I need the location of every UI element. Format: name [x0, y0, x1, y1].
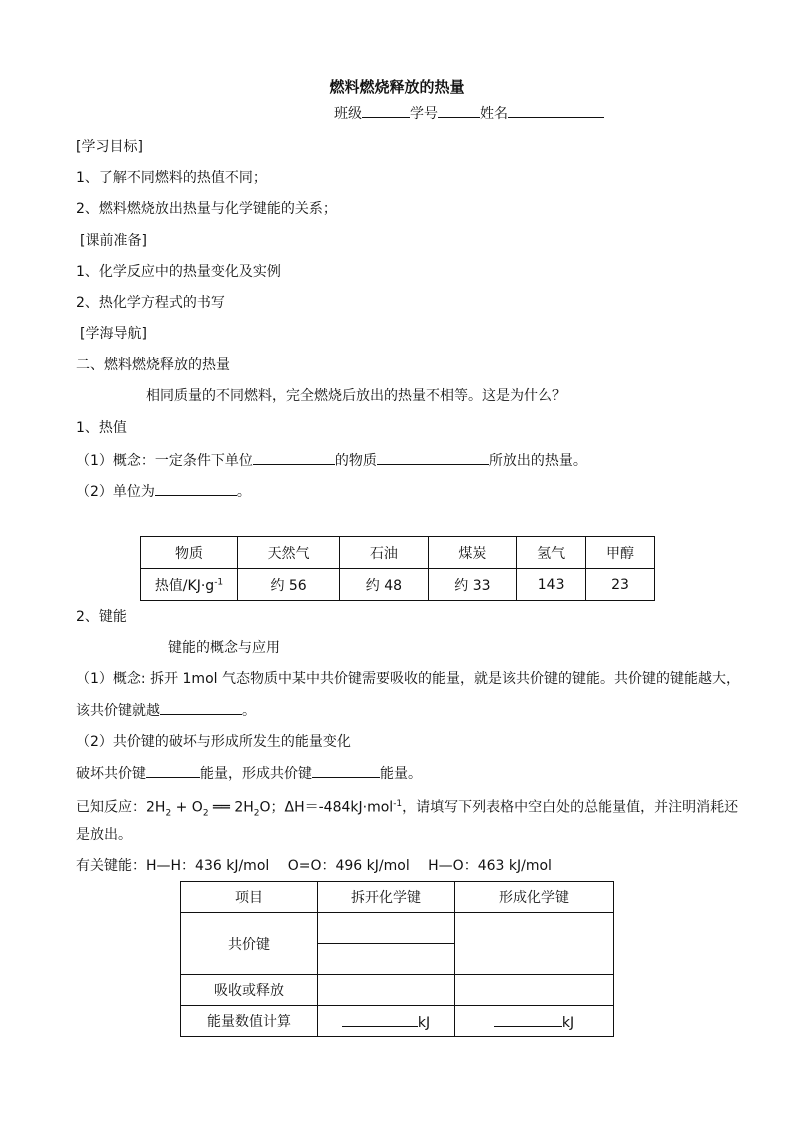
- heading-bond-energy: 2、键能: [76, 609, 127, 625]
- table-cell: 约 48: [340, 569, 429, 601]
- table-cell: 23: [586, 569, 655, 601]
- table-header-cell: 项目: [181, 882, 318, 913]
- table-header-cell: 拆开化学键: [318, 882, 455, 913]
- answer-cell[interactable]: [318, 944, 455, 975]
- goal-2: 2、燃料燃烧放出热量与化学键能的关系；: [76, 201, 337, 217]
- bond-energy-table: [180, 881, 614, 1037]
- table-header-row: [141, 537, 655, 569]
- table-row: [181, 913, 614, 944]
- reaction-line-2: 是放出。: [76, 827, 132, 843]
- answer-cell[interactable]: [455, 975, 614, 1006]
- reaction-sub-3: 2: [253, 808, 260, 819]
- bond-change-heading: （2）共价键的破坏与形成所发生的能量变化: [76, 734, 351, 750]
- break-text: 破坏共价键: [76, 766, 146, 782]
- unit-text-b: 。: [236, 484, 251, 500]
- bond-concept-line1: （1）概念: 拆开 1mol 气态物质中某中共价键需要吸收的能量，就是该共价键的键能。共价键的键能越大，: [76, 671, 740, 687]
- table-cell: 143: [517, 569, 586, 601]
- id-blank[interactable]: [438, 103, 480, 118]
- unit-label: kJ: [417, 1014, 431, 1031]
- bond-concept-end: 。: [242, 703, 256, 719]
- concept-blank-1[interactable]: [253, 450, 335, 465]
- class-label: 班级: [334, 106, 362, 122]
- student-info: [334, 103, 604, 123]
- bond-concept-text: 该共价键就越: [76, 703, 160, 719]
- name-label: 姓名: [480, 106, 508, 122]
- table-header-cell: 天然气: [238, 537, 340, 569]
- concept-text-b: 的物质: [334, 453, 377, 469]
- reaction-part-c: ══ 2H: [208, 799, 254, 816]
- row-label: 热值/KJ·g: [154, 577, 215, 594]
- table-row: [181, 1006, 614, 1037]
- heading-heat-value: 1、热值: [76, 420, 127, 436]
- bond-concept-line2: [76, 700, 256, 721]
- break-blank[interactable]: [146, 763, 200, 778]
- table-header-cell: 煤炭: [428, 537, 517, 569]
- id-label: 学号: [410, 106, 438, 122]
- row-label-cell: [141, 569, 238, 601]
- table-header-row: [181, 882, 614, 913]
- section-heading-2: 二、燃料燃烧释放的热量: [76, 357, 230, 373]
- reaction-part-a: 已知反应：2H: [76, 799, 166, 816]
- table-cell: 约 33: [428, 569, 517, 601]
- form-end: 能量。: [380, 766, 422, 782]
- section-prep: [课前准备]: [80, 233, 147, 249]
- unit-label: kJ: [561, 1014, 575, 1031]
- class-blank[interactable]: [362, 103, 410, 118]
- reaction-part-b: + O: [171, 799, 203, 816]
- bond-blank[interactable]: [160, 700, 242, 715]
- table-row: [181, 975, 614, 1006]
- energy-blank[interactable]: [342, 1012, 418, 1027]
- section-goals: [学习目标]: [76, 139, 143, 155]
- concept-blank-2[interactable]: [377, 450, 489, 465]
- concept-line: [76, 450, 587, 471]
- reaction-sub-1: 2: [165, 808, 172, 819]
- goal-1: 1、了解不同燃料的热值不同；: [76, 170, 267, 186]
- prep-1: 1、化学反应中的热量变化及实例: [76, 264, 281, 280]
- reaction-sub-2: 2: [202, 808, 209, 819]
- reaction-sup: -1: [393, 799, 403, 809]
- unit-line: [76, 481, 251, 502]
- bond-energies: 有关键能：H—H：436 kJ/mol O=O：496 kJ/mol H—O：463 kJ/mol: [76, 858, 552, 874]
- table-header-cell: 甲醇: [586, 537, 655, 569]
- question-text: 相同质量的不同燃料，完全燃烧后放出的热量不相等。这是为什么？: [146, 388, 566, 404]
- answer-cell[interactable]: [318, 1006, 455, 1037]
- answer-cell[interactable]: [318, 913, 455, 944]
- page-title: 燃料燃烧释放的热量: [329, 78, 465, 96]
- table-cell: 约 56: [238, 569, 340, 601]
- form-blank[interactable]: [312, 763, 380, 778]
- bond-subtitle: 键能的概念与应用: [168, 640, 280, 656]
- section-guide: [学海导航]: [80, 326, 147, 342]
- row-label-cell: 能量数值计算: [181, 1006, 318, 1037]
- table-header-cell: 石油: [340, 537, 429, 569]
- unit-text-a: （2）单位为: [76, 484, 155, 500]
- table-header-cell: 形成化学键: [455, 882, 614, 913]
- table-header-cell: 物质: [141, 537, 238, 569]
- unit-blank[interactable]: [155, 481, 237, 496]
- heat-value-table: [140, 536, 655, 601]
- concept-text-a: （1）概念：一定条件下单位: [76, 453, 253, 469]
- answer-cell[interactable]: [318, 975, 455, 1006]
- name-blank[interactable]: [508, 103, 604, 118]
- concept-text-c: 所放出的热量。: [488, 453, 587, 469]
- break-form-line: [76, 763, 422, 784]
- reaction-line: [76, 794, 738, 823]
- row-label-cell: 吸收或释放: [181, 975, 318, 1006]
- reaction-part-d: O；ΔH＝-484kJ·mol: [259, 799, 394, 816]
- answer-cell[interactable]: [455, 1006, 614, 1037]
- form-text: 能量，形成共价键: [200, 766, 312, 782]
- row-label-cell: 共价键: [181, 913, 318, 975]
- row-label-sup: -1: [214, 576, 224, 587]
- prep-2: 2、热化学方程式的书写: [76, 295, 225, 311]
- reaction-part-e: ，请填写下列表格中空白处的总能量值，并注明消耗还: [402, 799, 739, 816]
- table-header-cell: 氢气: [517, 537, 586, 569]
- energy-blank[interactable]: [494, 1012, 562, 1027]
- table-row: [141, 569, 655, 601]
- answer-cell[interactable]: [455, 913, 614, 975]
